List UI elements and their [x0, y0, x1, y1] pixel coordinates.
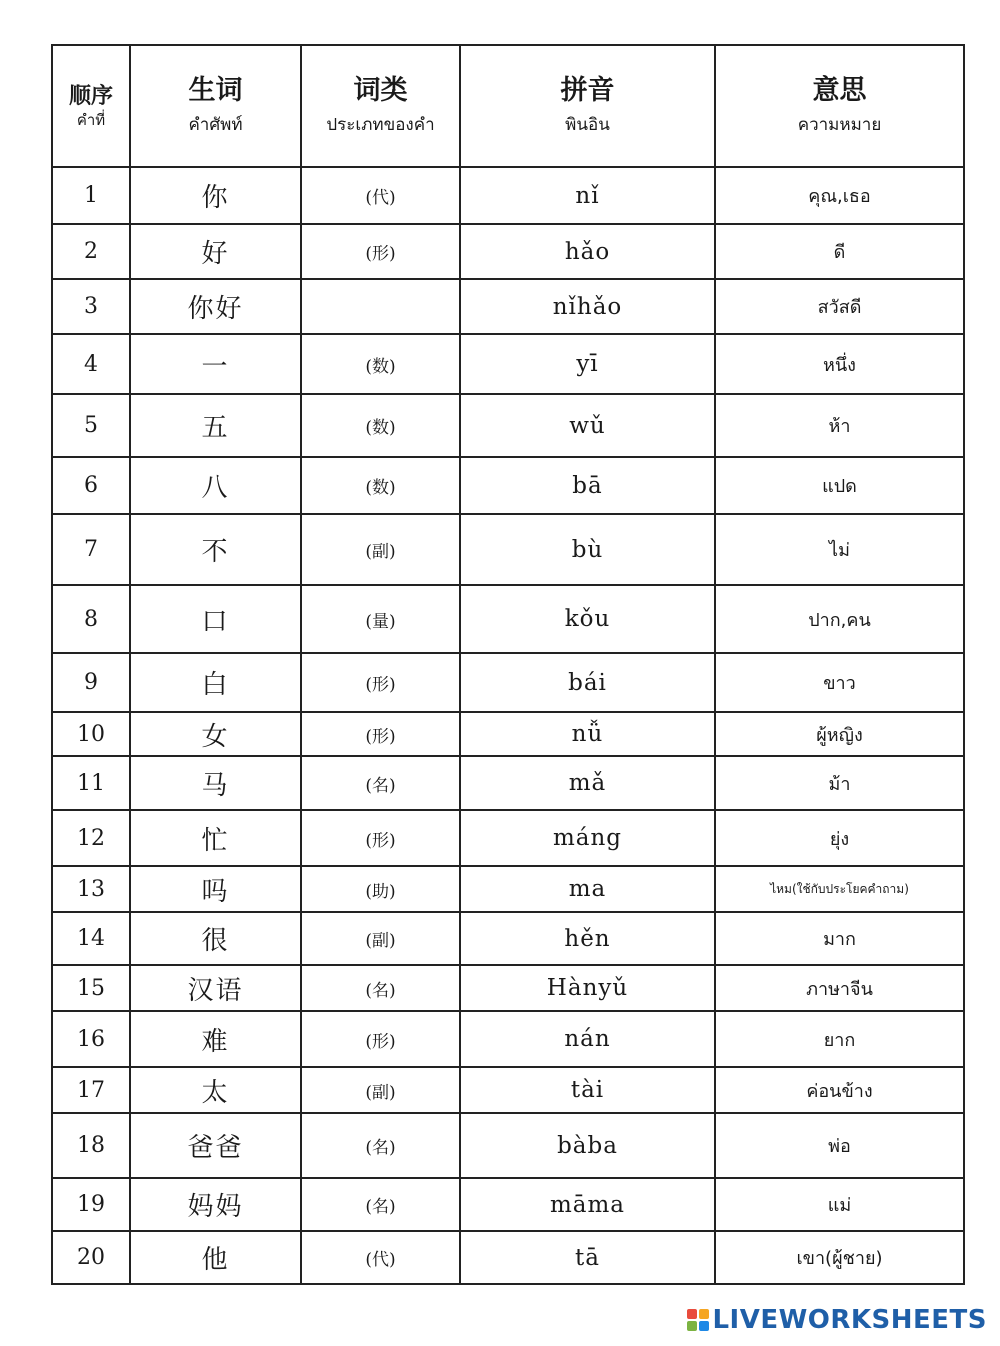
- row-word: 很: [130, 912, 301, 965]
- vocabulary-table: [51, 44, 965, 1285]
- row-pinyin: hěn: [460, 912, 715, 965]
- header-pinyin-th: พินอิน: [565, 115, 610, 135]
- table-row: [52, 1067, 964, 1113]
- row-meaning: ขาว: [715, 653, 964, 712]
- header-number: [52, 45, 130, 167]
- liveworksheets-logo[interactable]: [687, 1305, 987, 1335]
- row-number: 3: [52, 279, 130, 334]
- row-meaning: แม่: [715, 1178, 964, 1231]
- row-pinyin: bā: [460, 457, 715, 514]
- row-part-of-speech: (形): [301, 224, 460, 279]
- logo-block: [687, 1309, 697, 1319]
- row-pinyin: bái: [460, 653, 715, 712]
- row-number: 10: [52, 712, 130, 756]
- row-meaning: พ่อ: [715, 1113, 964, 1178]
- row-word: 马: [130, 756, 301, 810]
- table-row: [52, 756, 964, 810]
- row-pinyin: hǎo: [460, 224, 715, 279]
- row-number: 14: [52, 912, 130, 965]
- row-part-of-speech: (形): [301, 653, 460, 712]
- row-part-of-speech: (助): [301, 866, 460, 912]
- row-part-of-speech: (形): [301, 1011, 460, 1067]
- table-row: [52, 965, 964, 1011]
- row-pinyin: bàba: [460, 1113, 715, 1178]
- table-row: [52, 1231, 964, 1284]
- row-meaning: ม้า: [715, 756, 964, 810]
- logo-block: [687, 1321, 697, 1331]
- row-word: 不: [130, 514, 301, 585]
- row-part-of-speech: (量): [301, 585, 460, 653]
- table-row: [52, 457, 964, 514]
- row-word: 忙: [130, 810, 301, 866]
- row-pinyin: yī: [460, 334, 715, 394]
- row-meaning: สวัสดี: [715, 279, 964, 334]
- table-row: [52, 279, 964, 334]
- row-meaning: ภาษาจีน: [715, 965, 964, 1011]
- row-word: 你好: [130, 279, 301, 334]
- table-row: [52, 167, 964, 224]
- row-word: 汉语: [130, 965, 301, 1011]
- row-meaning: ค่อนข้าง: [715, 1067, 964, 1113]
- row-pinyin: wǔ: [460, 394, 715, 457]
- row-meaning: ยาก: [715, 1011, 964, 1067]
- header-meaning-th: ความหมาย: [797, 115, 882, 135]
- row-part-of-speech: (数): [301, 334, 460, 394]
- row-part-of-speech: (副): [301, 514, 460, 585]
- row-meaning: ดี: [715, 224, 964, 279]
- row-word: 一: [130, 334, 301, 394]
- row-meaning: มาก: [715, 912, 964, 965]
- row-number: 13: [52, 866, 130, 912]
- row-part-of-speech: (名): [301, 965, 460, 1011]
- logo-block: [699, 1321, 709, 1331]
- header-meaning-zh: 意思: [812, 75, 867, 106]
- row-meaning: คุณ,เธอ: [715, 167, 964, 224]
- table-row: [52, 514, 964, 585]
- row-number: 20: [52, 1231, 130, 1284]
- logo-blocks-icon: [687, 1309, 709, 1331]
- row-meaning: ห้า: [715, 394, 964, 457]
- row-part-of-speech: (名): [301, 1113, 460, 1178]
- row-word: 白: [130, 653, 301, 712]
- header-number-th: คำที่: [76, 111, 106, 129]
- row-pinyin: māma: [460, 1178, 715, 1231]
- row-number: 12: [52, 810, 130, 866]
- row-number: 6: [52, 457, 130, 514]
- row-word: 女: [130, 712, 301, 756]
- row-number: 4: [52, 334, 130, 394]
- table-row: [52, 1178, 964, 1231]
- table-row: [52, 712, 964, 756]
- row-word: 好: [130, 224, 301, 279]
- table-row: [52, 866, 964, 912]
- header-pinyin: [460, 45, 715, 167]
- table-row: [52, 810, 964, 866]
- row-part-of-speech: (数): [301, 394, 460, 457]
- row-pinyin: mǎ: [460, 756, 715, 810]
- row-word: 口: [130, 585, 301, 653]
- row-pinyin: bù: [460, 514, 715, 585]
- row-number: 2: [52, 224, 130, 279]
- row-word: 他: [130, 1231, 301, 1284]
- row-part-of-speech: (名): [301, 1178, 460, 1231]
- row-meaning: ผู้หญิง: [715, 712, 964, 756]
- row-number: 11: [52, 756, 130, 810]
- header-word: [130, 45, 301, 167]
- table-row: [52, 653, 964, 712]
- table-row: [52, 334, 964, 394]
- row-part-of-speech: [301, 279, 460, 334]
- header-pinyin-zh: 拼音: [560, 75, 615, 106]
- logo-block: [699, 1309, 709, 1319]
- row-part-of-speech: (代): [301, 167, 460, 224]
- row-number: 9: [52, 653, 130, 712]
- row-pinyin: tā: [460, 1231, 715, 1284]
- row-meaning: แปด: [715, 457, 964, 514]
- header-meaning: [715, 45, 964, 167]
- header-word-th: คำศัพท์: [188, 115, 243, 135]
- row-pinyin: nǐ: [460, 167, 715, 224]
- row-part-of-speech: (形): [301, 712, 460, 756]
- row-word: 太: [130, 1067, 301, 1113]
- row-number: 7: [52, 514, 130, 585]
- header-row: [52, 45, 964, 167]
- row-pinyin: nǐhǎo: [460, 279, 715, 334]
- row-number: 8: [52, 585, 130, 653]
- row-number: 19: [52, 1178, 130, 1231]
- row-word: 难: [130, 1011, 301, 1067]
- header-word-zh: 生词: [188, 75, 243, 106]
- row-number: 1: [52, 167, 130, 224]
- row-pinyin: Hànyǔ: [460, 965, 715, 1011]
- row-number: 5: [52, 394, 130, 457]
- row-meaning: ไหม(ใช้กับประโยคคำถาม): [715, 866, 964, 912]
- row-meaning: ไม่: [715, 514, 964, 585]
- row-pinyin: nán: [460, 1011, 715, 1067]
- row-part-of-speech: (副): [301, 1067, 460, 1113]
- row-pinyin: kǒu: [460, 585, 715, 653]
- row-word: 吗: [130, 866, 301, 912]
- row-pinyin: máng: [460, 810, 715, 866]
- row-part-of-speech: (代): [301, 1231, 460, 1284]
- row-pinyin: ma: [460, 866, 715, 912]
- row-number: 16: [52, 1011, 130, 1067]
- row-word: 爸爸: [130, 1113, 301, 1178]
- row-part-of-speech: (名): [301, 756, 460, 810]
- table-row: [52, 912, 964, 965]
- row-meaning: ยุ่ง: [715, 810, 964, 866]
- row-number: 15: [52, 965, 130, 1011]
- table-row: [52, 394, 964, 457]
- row-part-of-speech: (副): [301, 912, 460, 965]
- row-pinyin: nǚ: [460, 712, 715, 756]
- row-meaning: ปาก,คน: [715, 585, 964, 653]
- header-number-zh: 顺序: [68, 83, 113, 109]
- header-pos-zh: 词类: [353, 75, 408, 106]
- table-row: [52, 1113, 964, 1178]
- row-word: 五: [130, 394, 301, 457]
- row-word: 八: [130, 457, 301, 514]
- row-pinyin: tài: [460, 1067, 715, 1113]
- row-meaning: หนึ่ง: [715, 334, 964, 394]
- header-pos-th: ประเภทของคำ: [326, 115, 435, 135]
- table-row: [52, 1011, 964, 1067]
- row-part-of-speech: (形): [301, 810, 460, 866]
- row-word: 你: [130, 167, 301, 224]
- table-row: [52, 585, 964, 653]
- row-number: 18: [52, 1113, 130, 1178]
- table-row: [52, 224, 964, 279]
- row-word: 妈妈: [130, 1178, 301, 1231]
- row-number: 17: [52, 1067, 130, 1113]
- header-part-of-speech: [301, 45, 460, 167]
- row-part-of-speech: (数): [301, 457, 460, 514]
- row-meaning: เขา(ผู้ชาย): [715, 1231, 964, 1284]
- logo-text: LIVEWORKSHEETS: [712, 1305, 987, 1335]
